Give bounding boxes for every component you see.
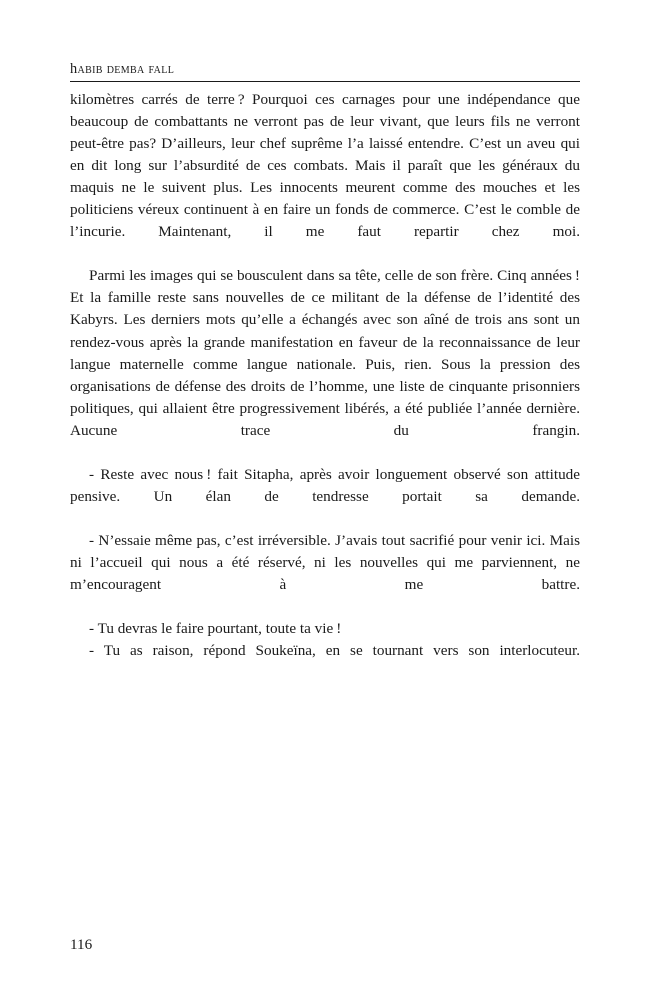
- paragraph: kilomètres carrés de terre ? Pourquoi ces carnages pour une indépendance que beaucoup de combattants ne verront pas de leur vivant, que leurs fils ne verront peut-être pas? D’ailleurs, leur chef suprême l’a laissé entendre. C’est un aveu qui en dit long sur l’absurdité de ces combats. Mais il paraît que les généraux du maquis ne le suivent plus. Les innocents meurent comme des mouches et les politiciens véreux continuent à en faire un fonds de commerce. C’est le comble de l’incurie. Maintenant, il me faut repartir chez moi.: [70, 91, 580, 241]
- page-content: [70, 0, 580, 1007]
- paragraph-dialogue: - Tu devras le faire pourtant, toute ta vie !: [89, 620, 342, 638]
- running-head-rule: [70, 81, 580, 82]
- paragraph-dialogue: - N’essaie même pas, c’est irréversible. J’avais tout sacrifié pour venir ici. Mais ni l’accueil qui nous a été réservé, ni les nouvelles qui me parviennent, ne m’encouragent à me battre.: [70, 531, 580, 594]
- paragraph: Parmi les images qui se bousculent dans sa tête, celle de son frère. Cinq années ! Et la famille reste sans nouvelles de ce militant de la défense de l’identité des Kabyrs. Les derniers mots qu’elle a échangés avec son aîné de trois ans sont un rendez-vous après la grande manifestation en faveur de la reconnaissance de leur langue maternelle comme langue nationale. Puis, rien. Sous la pression des organisations de défense des droits de l’homme, une liste de cinquante prisonniers politiques, qui allaient être progressivement libérés, a été publiée l’année dernière. Aucune trace du frangin.: [70, 267, 580, 439]
- running-head-author: habib demba fall: [70, 61, 175, 77]
- paragraph-dialogue: - Reste avec nous ! fait Sitapha, après avoir longuement observé son attitude pensive. Un élan de tendresse portait sa demande.: [70, 465, 580, 505]
- page-number: 116: [70, 936, 93, 953]
- running-head: [70, 60, 580, 78]
- paragraph-dialogue: - Tu as raison, répond Soukeïna, en se tournant vers son interlocuteur.: [89, 642, 580, 660]
- body-text-block: [70, 89, 580, 684]
